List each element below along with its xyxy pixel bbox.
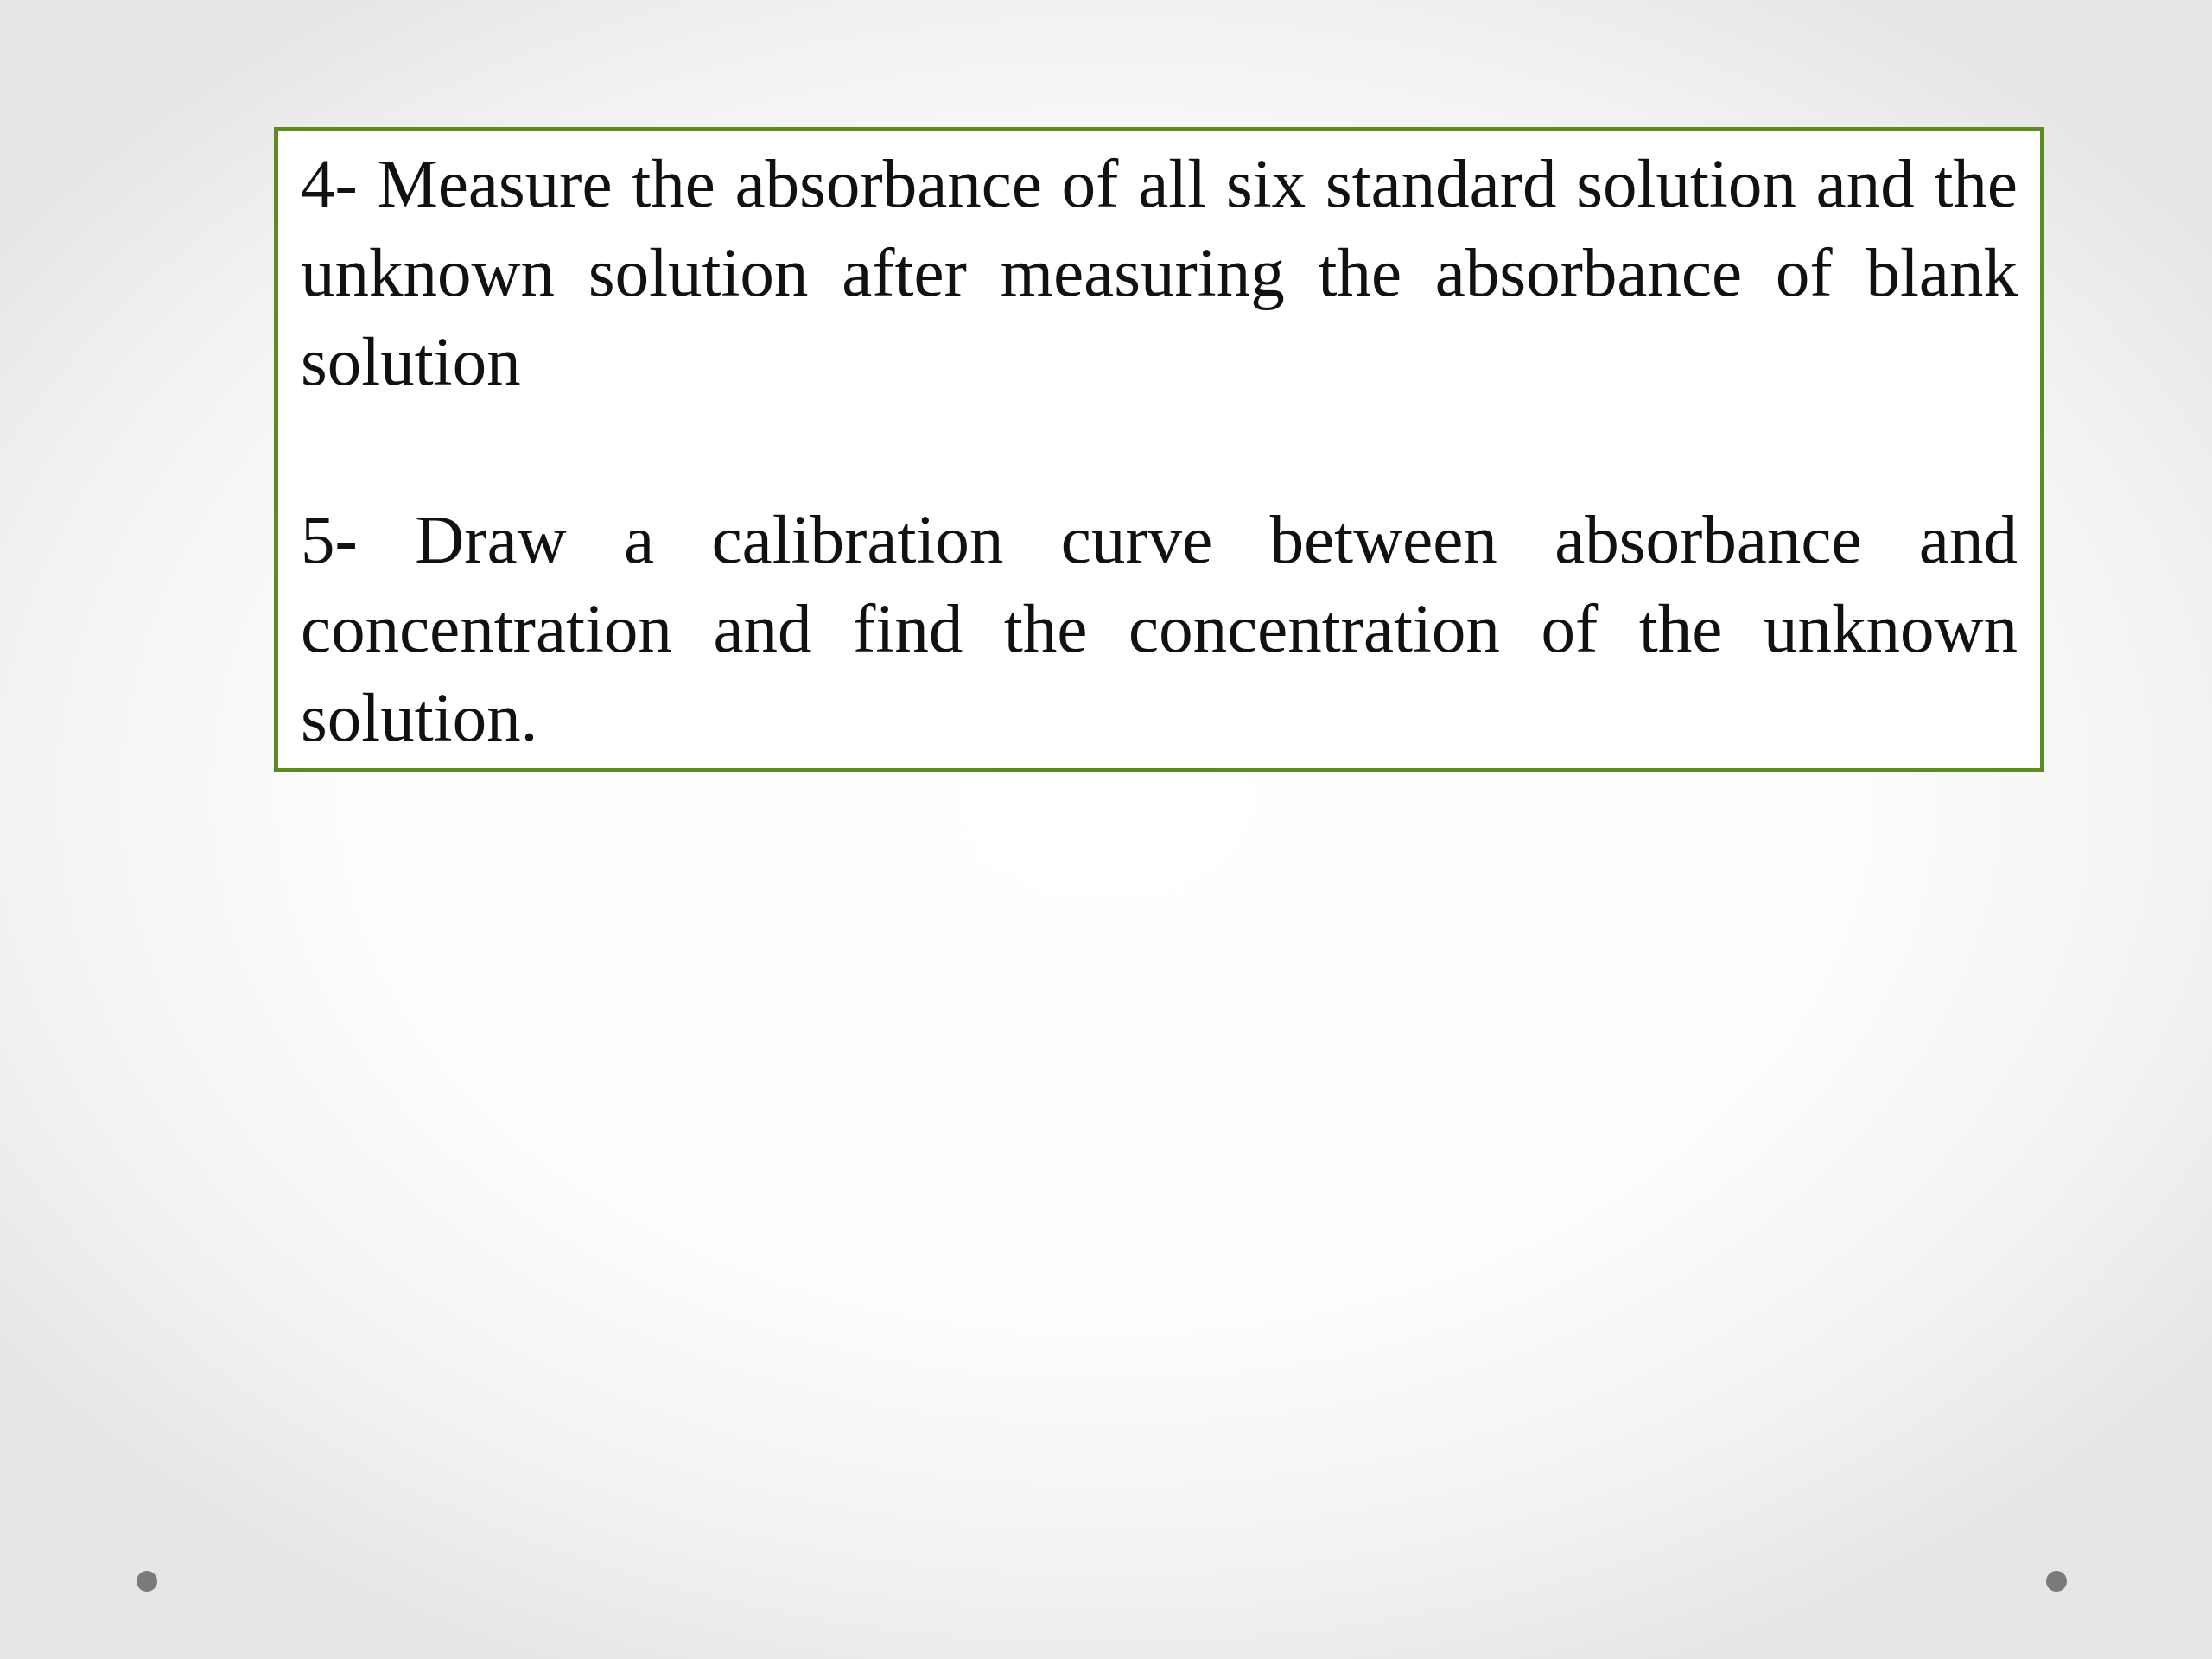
decorative-dot-right-icon xyxy=(2046,1571,2067,1592)
decorative-dot-left-icon xyxy=(137,1571,157,1592)
step-4-text: 4- Measure the absorbance of all six standard solution and the unknown solution after measuring the absorbance of blank solution xyxy=(301,147,2018,400)
step-5-text: 5- Draw a calibration curve between absorbance and concentration and find the concentration of the unknown solution. xyxy=(301,503,2018,756)
instruction-text-box[interactable] xyxy=(274,127,2044,772)
